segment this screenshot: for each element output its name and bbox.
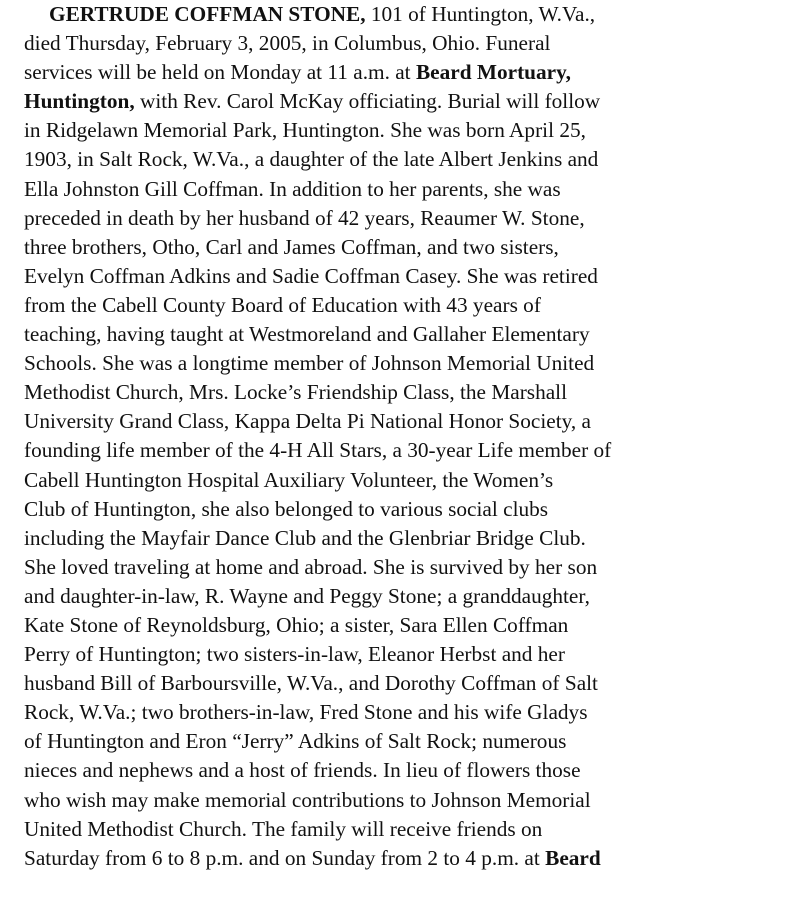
text-run: in Ridgelawn Memorial Park, Huntington. She was born April 25, xyxy=(24,118,586,143)
text-run: nieces and nephews and a host of friends. In lieu of flowers those xyxy=(24,758,581,783)
obituary-line xyxy=(24,698,794,727)
text-run: Rock, W.Va.; two brothers-in-law, Fred Stone and his wife Gladys xyxy=(24,700,588,725)
text-run: Schools. She was a longtime member of Johnson Memorial United xyxy=(24,351,595,376)
text-run: Ella Johnston Gill Coffman. In addition to her parents, she was xyxy=(24,176,561,201)
obituary-line xyxy=(24,378,794,407)
obituary-line xyxy=(24,844,794,873)
bold-text-run: Beard Mortuary, xyxy=(415,60,571,85)
text-run: husband Bill of Barboursville, W.Va., and Dorothy Coffman of Salt xyxy=(24,671,598,696)
text-run: with Rev. Carol McKay officiating. Burial will follow xyxy=(134,89,601,114)
obituary-line xyxy=(24,145,794,174)
obituary-line xyxy=(24,727,794,756)
text-run: who wish may make memorial contributions to Johnson Memorial xyxy=(24,787,591,812)
text-run: Cabell Huntington Hospital Auxiliary Volunteer, the Women’s xyxy=(24,467,554,492)
obituary-line xyxy=(24,436,794,465)
obituary-line xyxy=(24,495,794,524)
obituary-line xyxy=(24,58,794,87)
text-run: Perry of Huntington; two sisters-in-law, Eleanor Herbst and her xyxy=(24,642,565,667)
obituary-line xyxy=(24,87,794,116)
obituary-line xyxy=(24,582,794,611)
bold-text-run: GERTRUDE COFFMAN STONE, xyxy=(49,2,366,26)
text-run: died Thursday, February 3, 2005, in Columbus, Ohio. Funeral xyxy=(24,31,551,56)
bold-text-run: Beard xyxy=(545,845,601,870)
text-run: from the Cabell County Board of Education with 43 years of xyxy=(24,292,541,317)
bold-text-run: Huntington, xyxy=(24,89,135,114)
obituary-line xyxy=(24,786,794,815)
text-run: and daughter-in-law, R. Wayne and Peggy Stone; a granddaughter, xyxy=(24,583,590,608)
obituary-line xyxy=(24,640,794,669)
obituary-line xyxy=(24,320,794,349)
obituary-line xyxy=(24,204,794,233)
text-run: Methodist Church, Mrs. Locke’s Friendship Class, the Marshall xyxy=(24,380,568,405)
text-run: Kate Stone of Reynoldsburg, Ohio; a sister, Sara Ellen Coffman xyxy=(24,612,569,637)
text-run: Club of Huntington, she also belonged to various social clubs xyxy=(24,496,549,521)
obituary-line xyxy=(24,553,794,582)
obituary-line xyxy=(24,175,794,204)
obituary-line xyxy=(24,756,794,785)
text-run: She loved traveling at home and abroad. She is survived by her son xyxy=(24,554,598,579)
obituary-line xyxy=(24,349,794,378)
obituary-line xyxy=(24,669,794,698)
obituary-line xyxy=(24,611,794,640)
text-run: Saturday from 6 to 8 p.m. and on Sunday from 2 to 4 p.m. at xyxy=(24,845,546,870)
obituary-text xyxy=(24,0,794,873)
text-run: Evelyn Coffman Adkins and Sadie Coffman Casey. She was retired xyxy=(24,263,598,288)
text-run: services will be held on Monday at 11 a.m. at xyxy=(24,60,416,85)
text-run: teaching, having taught at Westmoreland and Gallaher Elementary xyxy=(24,322,590,347)
obituary-line xyxy=(24,262,794,291)
text-run: including the Mayfair Dance Club and the Glenbriar Bridge Club. xyxy=(24,525,586,550)
obituary-line xyxy=(24,291,794,320)
obituary-line xyxy=(24,407,794,436)
obituary-line xyxy=(24,233,794,262)
obituary-line xyxy=(24,116,794,145)
text-run: of Huntington and Eron “Jerry” Adkins of Salt Rock; numerous xyxy=(24,729,567,754)
text-run: three brothers, Otho, Carl and James Coffman, and two sisters, xyxy=(24,234,559,259)
obituary-line xyxy=(24,29,794,58)
text-run: 1903, in Salt Rock, W.Va., a daughter of the late Albert Jenkins and xyxy=(24,147,599,172)
text-run: preceded in death by her husband of 42 years, Reaumer W. Stone, xyxy=(24,205,585,230)
text-run: United Methodist Church. The family will receive friends on xyxy=(24,816,543,841)
obituary-line xyxy=(24,524,794,553)
text-run: 101 of Huntington, W.Va., xyxy=(365,2,596,26)
obituary-line xyxy=(24,466,794,495)
obituary-line xyxy=(24,0,794,29)
obituary-line xyxy=(24,815,794,844)
text-run: founding life member of the 4-H All Stars, a 30-year Life member of xyxy=(24,438,612,463)
text-run: University Grand Class, Kappa Delta Pi National Honor Society, a xyxy=(24,409,592,434)
